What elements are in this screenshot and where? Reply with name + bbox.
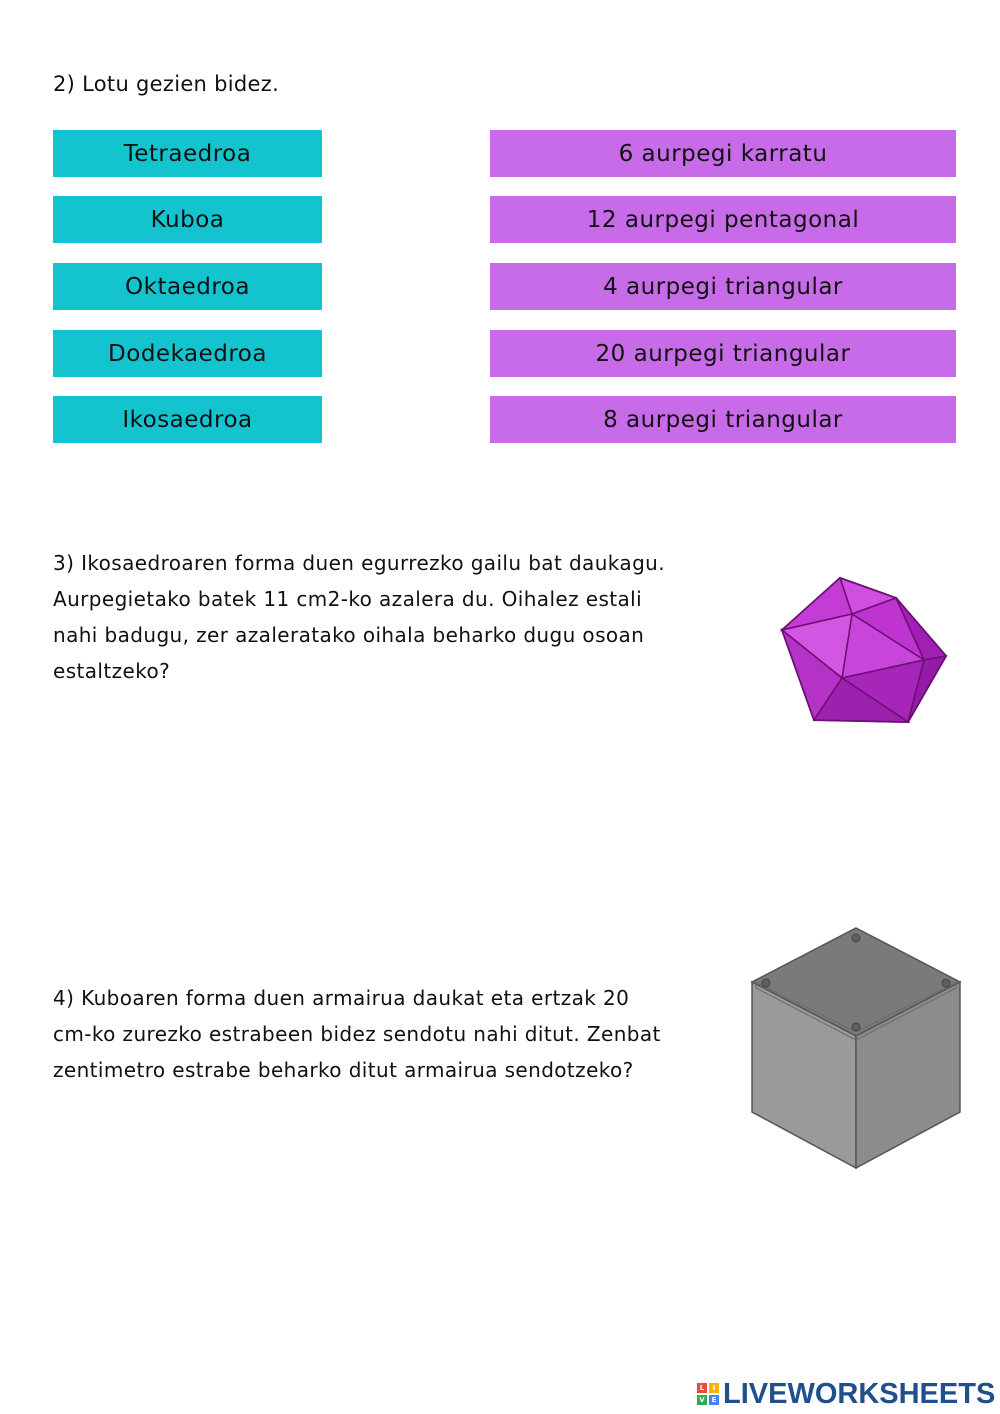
match-right-item[interactable]: 12 aurpegi pentagonal [490, 196, 956, 243]
brand-text: LIVEWORKSHEETS [723, 1377, 996, 1410]
match-left-item[interactable]: Oktaedroa [53, 263, 322, 310]
section3-question [53, 545, 665, 689]
match-right-item[interactable]: 6 aurpegi karratu [490, 130, 956, 177]
section4-question [53, 980, 661, 1088]
question-line: 3) Ikosaedroaren forma duen egurrezko gailu bat daukagu. [53, 551, 665, 575]
question-line: estaltzeko? [53, 659, 171, 683]
liveworksheets-mark-icon: L I V E [697, 1383, 719, 1405]
question-line: nahi badugu, zer azaleratako oihala beharko dugu osoan [53, 623, 645, 647]
section2-title: 2) Lotu gezien bidez. [53, 72, 280, 96]
question-line: zentimetro estrabe beharko ditut armairua sendotzeko? [53, 1058, 634, 1082]
question-line: 4) Kuboaren forma duen armairua daukat eta ertzak 20 [53, 986, 630, 1010]
icosahedron-image [778, 574, 950, 726]
question-line: Aurpegietako batek 11 cm2-ko azalera du. Oihalez estali [53, 587, 643, 611]
match-right-item[interactable]: 20 aurpegi triangular [490, 330, 956, 377]
liveworksheets-logo [697, 1378, 995, 1410]
match-left-item[interactable]: Dodekaedroa [53, 330, 322, 377]
match-left-item[interactable]: Ikosaedroa [53, 396, 322, 443]
match-right-item[interactable]: 4 aurpegi triangular [490, 263, 956, 310]
match-left-item[interactable]: Tetraedroa [53, 130, 322, 177]
match-left-item[interactable]: Kuboa [53, 196, 322, 243]
question-line: cm-ko zurezko estrabeen bidez sendotu nahi ditut. Zenbat [53, 1022, 661, 1046]
match-right-item[interactable]: 8 aurpegi triangular [490, 396, 956, 443]
cube-image [750, 926, 962, 1170]
